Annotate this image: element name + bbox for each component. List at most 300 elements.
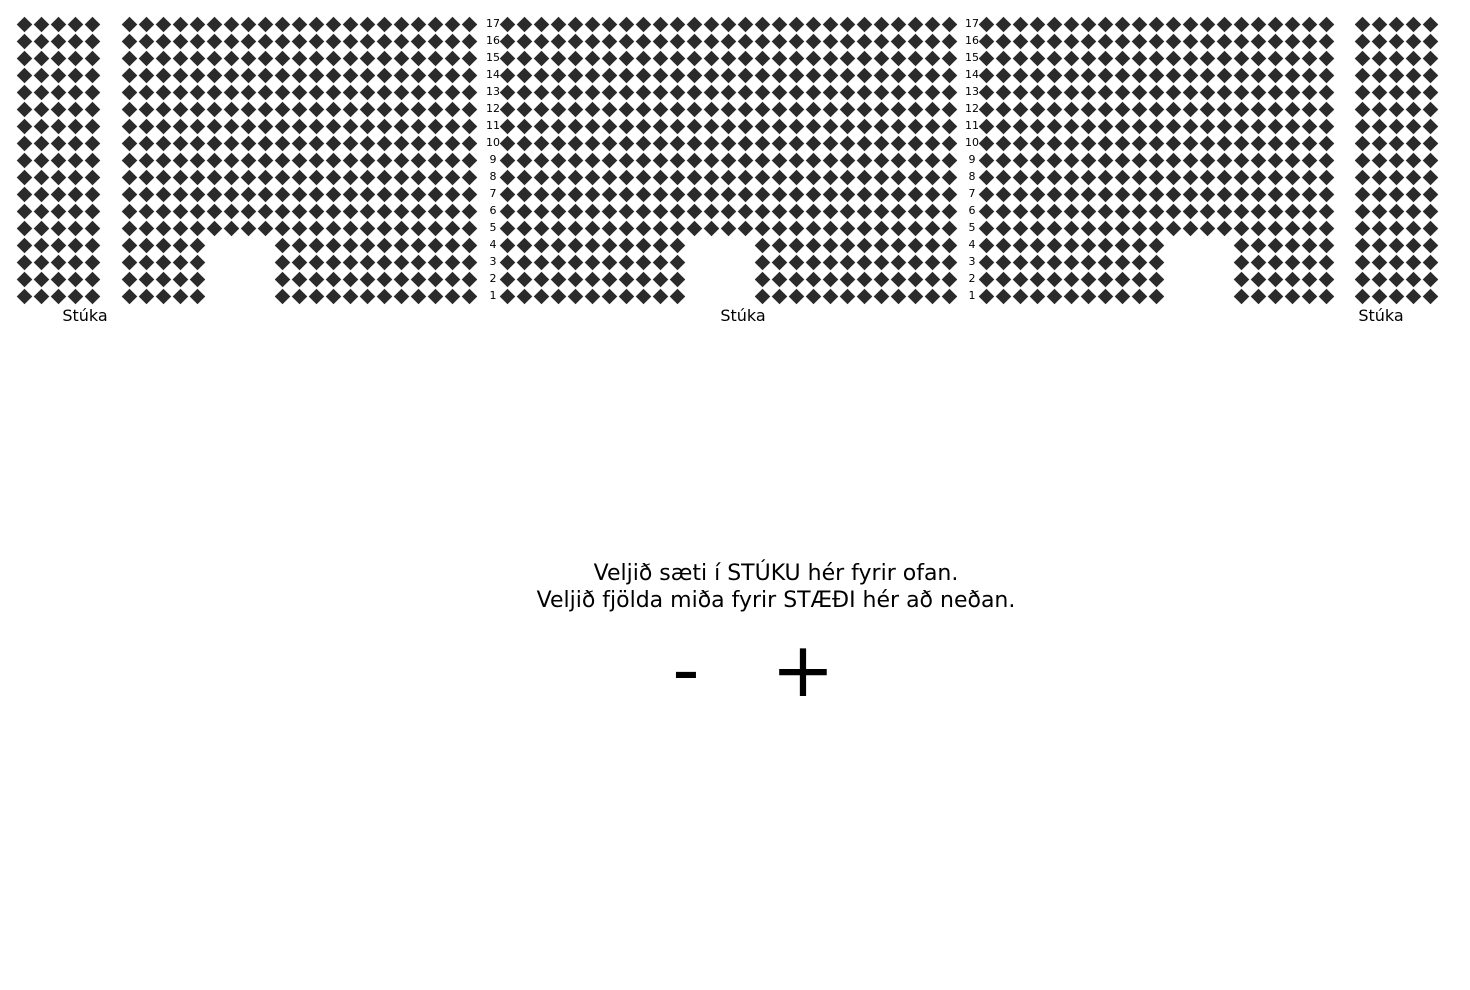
seat[interactable]: [1131, 271, 1147, 287]
seat[interactable]: [533, 84, 549, 100]
seat[interactable]: [805, 101, 821, 117]
seat[interactable]: [890, 67, 906, 83]
seat[interactable]: [33, 101, 49, 117]
seat[interactable]: [720, 203, 736, 219]
seat[interactable]: [1097, 16, 1113, 32]
seat[interactable]: [67, 152, 83, 168]
seat[interactable]: [890, 101, 906, 117]
seat[interactable]: [652, 271, 668, 287]
seat[interactable]: [1148, 101, 1164, 117]
seat[interactable]: [50, 288, 66, 304]
seat[interactable]: [669, 101, 685, 117]
seat[interactable]: [1148, 67, 1164, 83]
seat[interactable]: [291, 101, 307, 117]
seat[interactable]: [308, 101, 324, 117]
seat[interactable]: [172, 237, 188, 253]
seat[interactable]: [84, 169, 100, 185]
seat[interactable]: [325, 237, 341, 253]
seat[interactable]: [516, 220, 532, 236]
seat[interactable]: [1422, 84, 1438, 100]
seat[interactable]: [291, 237, 307, 253]
seat[interactable]: [240, 118, 256, 134]
seat[interactable]: [805, 186, 821, 202]
seat[interactable]: [652, 67, 668, 83]
seat[interactable]: [376, 169, 392, 185]
seat[interactable]: [737, 118, 753, 134]
seat[interactable]: [206, 135, 222, 151]
seat[interactable]: [737, 220, 753, 236]
seat[interactable]: [839, 254, 855, 270]
seat[interactable]: [342, 67, 358, 83]
seat[interactable]: [359, 84, 375, 100]
seat[interactable]: [1114, 220, 1130, 236]
seat[interactable]: [1318, 220, 1334, 236]
seat[interactable]: [822, 288, 838, 304]
seat[interactable]: [1080, 101, 1096, 117]
seat[interactable]: [924, 254, 940, 270]
seat[interactable]: [516, 84, 532, 100]
seat[interactable]: [50, 169, 66, 185]
seat[interactable]: [720, 16, 736, 32]
seat[interactable]: [257, 186, 273, 202]
seat[interactable]: [550, 101, 566, 117]
seat[interactable]: [550, 220, 566, 236]
seat[interactable]: [359, 254, 375, 270]
seat[interactable]: [1012, 101, 1028, 117]
seat[interactable]: [393, 33, 409, 49]
seat[interactable]: [1233, 67, 1249, 83]
seat[interactable]: [257, 220, 273, 236]
seat[interactable]: [1233, 237, 1249, 253]
seat[interactable]: [516, 288, 532, 304]
seat[interactable]: [533, 118, 549, 134]
seat[interactable]: [342, 254, 358, 270]
seat[interactable]: [172, 101, 188, 117]
seat[interactable]: [1080, 33, 1096, 49]
seat[interactable]: [393, 50, 409, 66]
seat[interactable]: [1063, 203, 1079, 219]
seat[interactable]: [16, 16, 32, 32]
seat[interactable]: [1422, 169, 1438, 185]
seat[interactable]: [890, 16, 906, 32]
seat[interactable]: [67, 84, 83, 100]
decrease-quantity-button[interactable]: -: [672, 625, 700, 714]
seat[interactable]: [308, 84, 324, 100]
seat[interactable]: [669, 271, 685, 287]
seat[interactable]: [516, 101, 532, 117]
seat[interactable]: [223, 67, 239, 83]
seat[interactable]: [1063, 50, 1079, 66]
seat[interactable]: [33, 135, 49, 151]
seat[interactable]: [1250, 135, 1266, 151]
seat[interactable]: [1318, 271, 1334, 287]
seat[interactable]: [376, 288, 392, 304]
seat[interactable]: [189, 220, 205, 236]
seat[interactable]: [1131, 186, 1147, 202]
seat[interactable]: [1114, 288, 1130, 304]
seat[interactable]: [669, 254, 685, 270]
seat[interactable]: [995, 16, 1011, 32]
seat[interactable]: [1148, 118, 1164, 134]
seat[interactable]: [427, 271, 443, 287]
seat[interactable]: [584, 271, 600, 287]
seat[interactable]: [1165, 16, 1181, 32]
seat[interactable]: [924, 237, 940, 253]
seat[interactable]: [890, 254, 906, 270]
seat[interactable]: [618, 288, 634, 304]
seat[interactable]: [873, 271, 889, 287]
seat[interactable]: [1233, 16, 1249, 32]
seat[interactable]: [873, 135, 889, 151]
seat[interactable]: [652, 118, 668, 134]
seat[interactable]: [516, 203, 532, 219]
seat[interactable]: [995, 271, 1011, 287]
seat[interactable]: [410, 152, 426, 168]
seat[interactable]: [1148, 203, 1164, 219]
seat[interactable]: [1063, 152, 1079, 168]
seat[interactable]: [1354, 288, 1370, 304]
seat[interactable]: [737, 203, 753, 219]
seat[interactable]: [1148, 220, 1164, 236]
seat[interactable]: [427, 254, 443, 270]
seat[interactable]: [121, 33, 137, 49]
seat[interactable]: [941, 271, 957, 287]
seat[interactable]: [822, 254, 838, 270]
seat[interactable]: [839, 186, 855, 202]
seat[interactable]: [376, 271, 392, 287]
seat[interactable]: [1233, 254, 1249, 270]
seat[interactable]: [376, 67, 392, 83]
seat[interactable]: [444, 220, 460, 236]
seat[interactable]: [1063, 271, 1079, 287]
seat[interactable]: [822, 67, 838, 83]
seat[interactable]: [240, 186, 256, 202]
seat[interactable]: [1318, 186, 1334, 202]
seat[interactable]: [924, 288, 940, 304]
seat[interactable]: [410, 254, 426, 270]
seat[interactable]: [737, 135, 753, 151]
seat[interactable]: [1114, 152, 1130, 168]
seat[interactable]: [33, 67, 49, 83]
seat[interactable]: [274, 67, 290, 83]
seat[interactable]: [941, 135, 957, 151]
seat[interactable]: [1097, 101, 1113, 117]
seat[interactable]: [720, 220, 736, 236]
seat[interactable]: [240, 50, 256, 66]
seat[interactable]: [1250, 84, 1266, 100]
seat[interactable]: [516, 237, 532, 253]
seat[interactable]: [584, 50, 600, 66]
seat[interactable]: [533, 254, 549, 270]
seat[interactable]: [1354, 271, 1370, 287]
seat[interactable]: [33, 203, 49, 219]
seat[interactable]: [703, 220, 719, 236]
seat[interactable]: [873, 254, 889, 270]
seat[interactable]: [1388, 135, 1404, 151]
seat[interactable]: [1199, 118, 1215, 134]
seat[interactable]: [1250, 254, 1266, 270]
seat[interactable]: [567, 84, 583, 100]
seat[interactable]: [839, 220, 855, 236]
seat[interactable]: [703, 50, 719, 66]
seat[interactable]: [325, 50, 341, 66]
seat[interactable]: [1199, 101, 1215, 117]
seat[interactable]: [359, 186, 375, 202]
seat[interactable]: [1182, 16, 1198, 32]
seat[interactable]: [16, 203, 32, 219]
seat[interactable]: [1284, 33, 1300, 49]
seat[interactable]: [839, 288, 855, 304]
seat[interactable]: [1046, 135, 1062, 151]
seat[interactable]: [788, 220, 804, 236]
seat[interactable]: [376, 16, 392, 32]
seat[interactable]: [121, 16, 137, 32]
seat[interactable]: [1284, 169, 1300, 185]
seat[interactable]: [754, 237, 770, 253]
seat[interactable]: [1354, 67, 1370, 83]
seat[interactable]: [325, 271, 341, 287]
seat[interactable]: [342, 237, 358, 253]
seat[interactable]: [1422, 67, 1438, 83]
seat[interactable]: [189, 288, 205, 304]
seat[interactable]: [138, 220, 154, 236]
seat[interactable]: [754, 101, 770, 117]
seat[interactable]: [805, 118, 821, 134]
seat[interactable]: [822, 135, 838, 151]
seat[interactable]: [342, 169, 358, 185]
seat[interactable]: [67, 33, 83, 49]
seat[interactable]: [359, 16, 375, 32]
seat[interactable]: [873, 67, 889, 83]
seat[interactable]: [1267, 186, 1283, 202]
seat[interactable]: [1422, 118, 1438, 134]
seat[interactable]: [635, 237, 651, 253]
seat[interactable]: [805, 67, 821, 83]
seat[interactable]: [1388, 254, 1404, 270]
seat[interactable]: [1388, 220, 1404, 236]
seat[interactable]: [1371, 220, 1387, 236]
seat[interactable]: [567, 118, 583, 134]
seat[interactable]: [873, 186, 889, 202]
seat[interactable]: [1318, 67, 1334, 83]
seat[interactable]: [1114, 16, 1130, 32]
seat[interactable]: [427, 16, 443, 32]
seat[interactable]: [1165, 203, 1181, 219]
seat[interactable]: [635, 203, 651, 219]
seat[interactable]: [308, 33, 324, 49]
seat[interactable]: [50, 254, 66, 270]
seat[interactable]: [533, 237, 549, 253]
seat[interactable]: [805, 237, 821, 253]
seat[interactable]: [325, 84, 341, 100]
seat[interactable]: [172, 186, 188, 202]
seat[interactable]: [223, 220, 239, 236]
seat[interactable]: [1354, 118, 1370, 134]
seat[interactable]: [223, 135, 239, 151]
seat[interactable]: [533, 101, 549, 117]
seat[interactable]: [601, 271, 617, 287]
seat[interactable]: [121, 135, 137, 151]
seat[interactable]: [1046, 169, 1062, 185]
seat[interactable]: [67, 186, 83, 202]
seat[interactable]: [1267, 271, 1283, 287]
seat[interactable]: [1012, 271, 1028, 287]
seat[interactable]: [1301, 288, 1317, 304]
seat[interactable]: [1114, 169, 1130, 185]
seat[interactable]: [1388, 186, 1404, 202]
seat[interactable]: [1012, 84, 1028, 100]
seat[interactable]: [461, 152, 477, 168]
seat[interactable]: [84, 101, 100, 117]
seat[interactable]: [274, 118, 290, 134]
seat[interactable]: [805, 84, 821, 100]
seat[interactable]: [652, 237, 668, 253]
seat[interactable]: [1301, 118, 1317, 134]
seat[interactable]: [444, 237, 460, 253]
seat[interactable]: [1131, 101, 1147, 117]
seat[interactable]: [325, 288, 341, 304]
seat[interactable]: [601, 118, 617, 134]
seat[interactable]: [754, 135, 770, 151]
seat[interactable]: [618, 16, 634, 32]
seat[interactable]: [444, 254, 460, 270]
seat[interactable]: [189, 152, 205, 168]
seat[interactable]: [703, 67, 719, 83]
seat[interactable]: [33, 16, 49, 32]
seat[interactable]: [359, 33, 375, 49]
seat[interactable]: [1199, 203, 1215, 219]
seat[interactable]: [376, 152, 392, 168]
seat[interactable]: [1388, 152, 1404, 168]
seat[interactable]: [274, 203, 290, 219]
seat[interactable]: [771, 237, 787, 253]
seat[interactable]: [444, 101, 460, 117]
seat[interactable]: [1318, 33, 1334, 49]
seat[interactable]: [1097, 254, 1113, 270]
seat[interactable]: [461, 33, 477, 49]
seat[interactable]: [550, 186, 566, 202]
seat[interactable]: [155, 67, 171, 83]
seat[interactable]: [84, 203, 100, 219]
seat[interactable]: [1165, 135, 1181, 151]
seat[interactable]: [1267, 169, 1283, 185]
seat[interactable]: [890, 237, 906, 253]
seat[interactable]: [1233, 186, 1249, 202]
seat[interactable]: [567, 237, 583, 253]
seat[interactable]: [1301, 203, 1317, 219]
seat[interactable]: [1388, 169, 1404, 185]
seat[interactable]: [1199, 169, 1215, 185]
seat[interactable]: [907, 135, 923, 151]
seat[interactable]: [890, 118, 906, 134]
seat[interactable]: [652, 254, 668, 270]
seat[interactable]: [839, 67, 855, 83]
seat[interactable]: [1080, 135, 1096, 151]
seat[interactable]: [393, 288, 409, 304]
seat[interactable]: [1388, 237, 1404, 253]
seat[interactable]: [1284, 186, 1300, 202]
seat[interactable]: [771, 67, 787, 83]
seat[interactable]: [1114, 254, 1130, 270]
seat[interactable]: [1250, 169, 1266, 185]
seat[interactable]: [325, 135, 341, 151]
seat[interactable]: [1097, 33, 1113, 49]
seat[interactable]: [444, 271, 460, 287]
seat[interactable]: [635, 186, 651, 202]
seat[interactable]: [1301, 237, 1317, 253]
seat[interactable]: [1284, 16, 1300, 32]
seat[interactable]: [67, 50, 83, 66]
seat[interactable]: [84, 50, 100, 66]
seat[interactable]: [257, 16, 273, 32]
seat[interactable]: [1063, 33, 1079, 49]
seat[interactable]: [907, 169, 923, 185]
seat[interactable]: [1012, 16, 1028, 32]
seat[interactable]: [890, 288, 906, 304]
seat[interactable]: [805, 169, 821, 185]
seat[interactable]: [274, 169, 290, 185]
seat[interactable]: [1371, 237, 1387, 253]
seat[interactable]: [1388, 50, 1404, 66]
seat[interactable]: [839, 16, 855, 32]
seat[interactable]: [754, 84, 770, 100]
seat[interactable]: [138, 118, 154, 134]
seat[interactable]: [1165, 169, 1181, 185]
seat[interactable]: [1371, 186, 1387, 202]
seat[interactable]: [291, 271, 307, 287]
seat[interactable]: [274, 288, 290, 304]
seat[interactable]: [839, 169, 855, 185]
seat[interactable]: [550, 203, 566, 219]
seat[interactable]: [669, 169, 685, 185]
seat[interactable]: [618, 203, 634, 219]
seat[interactable]: [1250, 33, 1266, 49]
seat[interactable]: [1354, 84, 1370, 100]
seat[interactable]: [703, 203, 719, 219]
seat[interactable]: [533, 288, 549, 304]
seat[interactable]: [308, 220, 324, 236]
seat[interactable]: [291, 203, 307, 219]
seat[interactable]: [223, 118, 239, 134]
seat[interactable]: [550, 135, 566, 151]
seat[interactable]: [669, 135, 685, 151]
seat[interactable]: [1114, 135, 1130, 151]
seat[interactable]: [172, 50, 188, 66]
seat[interactable]: [1148, 186, 1164, 202]
seat[interactable]: [1318, 169, 1334, 185]
seat[interactable]: [16, 84, 32, 100]
seat[interactable]: [1012, 33, 1028, 49]
seat[interactable]: [427, 220, 443, 236]
seat[interactable]: [1046, 220, 1062, 236]
seat[interactable]: [1029, 237, 1045, 253]
seat[interactable]: [393, 101, 409, 117]
seat[interactable]: [805, 254, 821, 270]
seat[interactable]: [550, 67, 566, 83]
seat[interactable]: [444, 288, 460, 304]
seat[interactable]: [84, 16, 100, 32]
seat[interactable]: [274, 84, 290, 100]
seat[interactable]: [427, 203, 443, 219]
seat[interactable]: [257, 169, 273, 185]
seat[interactable]: [856, 50, 872, 66]
seat[interactable]: [155, 50, 171, 66]
seat[interactable]: [669, 203, 685, 219]
seat[interactable]: [325, 118, 341, 134]
seat[interactable]: [1182, 220, 1198, 236]
seat[interactable]: [1233, 50, 1249, 66]
seat[interactable]: [1097, 237, 1113, 253]
